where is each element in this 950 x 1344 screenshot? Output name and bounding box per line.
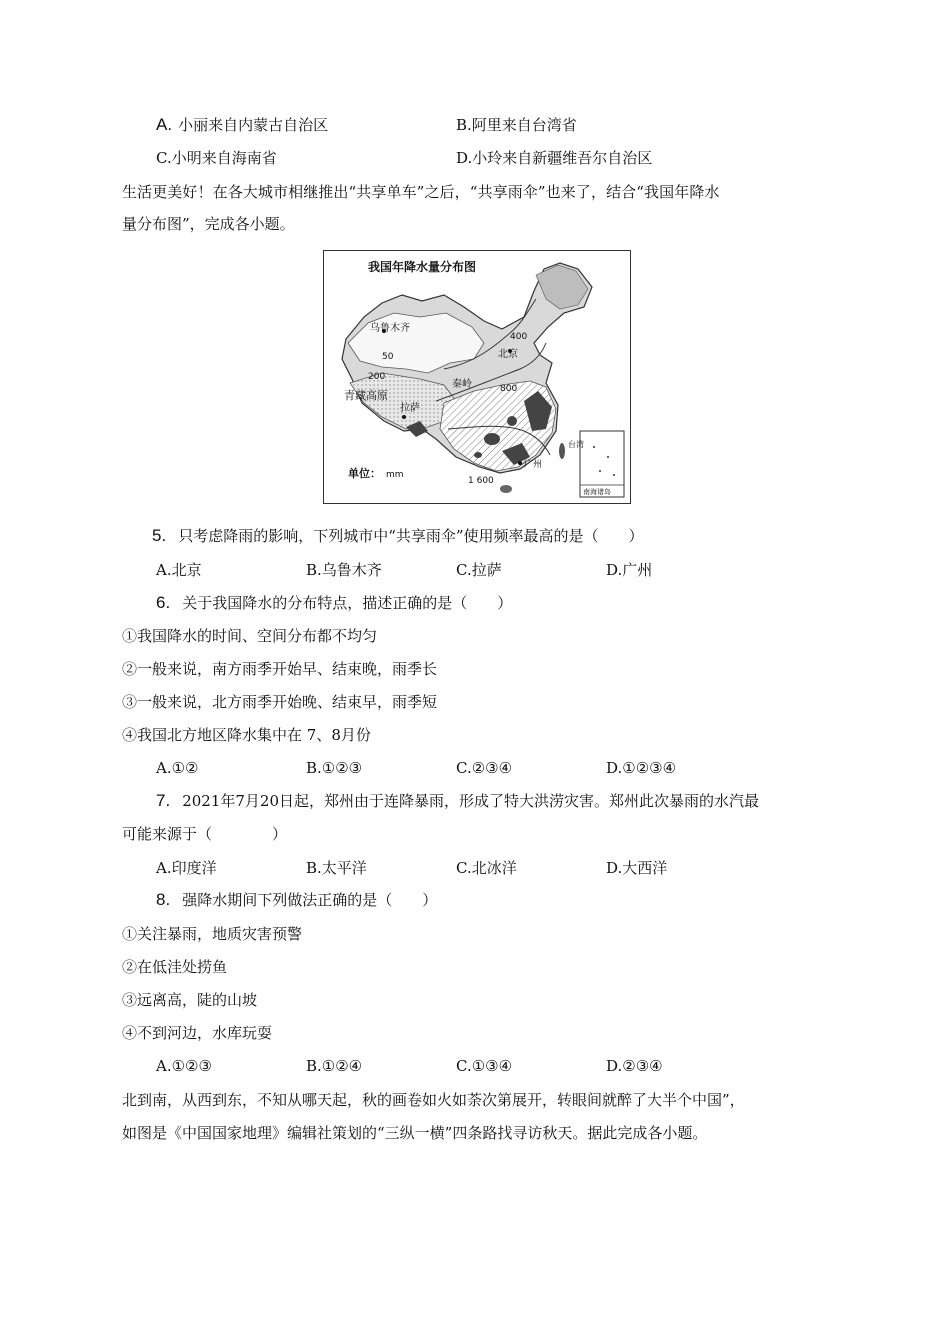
isohyet-label: 200 [368,372,386,382]
intro-paragraph-line: 如图是《中国国家地理》编辑社策划的“三纵一横”四条路找寻访秋天。据此完成各小题。 [122,1124,708,1142]
option-letter: A. [156,115,173,134]
map-label-lhasa: 拉萨 [400,403,420,414]
isohyet-label: 1 600 [468,476,494,486]
option-text: 小丽来自内蒙古自治区 [178,116,329,134]
q8-option-d: D.②③④ [606,1057,663,1075]
prev-option-c: C.小明来自海南省 [156,149,277,167]
question-6 [156,593,512,613]
q6-option-b: B.①②③ [306,759,363,777]
map-title: 我国年降水量分布图 [368,260,477,274]
q6-option-c: C.②③④ [456,759,513,777]
intro-paragraph-line: 生活更美好！在各大城市相继推出“共享单车”之后，“共享雨伞”也来了，结合“我国年降水 [122,183,720,201]
map-label-qinling: 秦岭 [452,379,472,390]
q5-option-b: B.乌鲁木齐 [306,561,382,579]
q5-option-d: D.广州 [606,561,653,579]
wet-patch [507,416,517,426]
isohyet-label: 800 [500,384,518,394]
q6-statement: ③一般来说，北方雨季开始晚、结束早，雨季短 [122,693,438,711]
question-7-continued: 可能来源于（ ） [122,825,288,843]
wet-patch [474,452,482,458]
q8-option-c: C.①③④ [456,1057,513,1075]
isohyet-label: 50 [382,352,394,362]
question-stem: 关于我国降水的分布特点，描述正确的是（ ） [182,594,513,612]
question-stem: 2021年7月20日起，郑州由于连降暴雨，形成了特大洪涝灾害。郑州此次暴雨的水汽最 [182,792,759,810]
map-label-guangzhou: 广州 [524,460,543,470]
q5-option-a: A.北京 [156,561,202,579]
q7-option-c: C.北冰洋 [456,859,517,877]
q6-statement: ①我国降水的时间、空间分布都不均匀 [122,627,378,645]
prev-option-a [156,115,328,135]
prev-option-b: B.阿里来自台湾省 [456,116,577,134]
q6-option-d: D.①②③④ [606,759,677,777]
isohyet-label: 400 [510,332,528,342]
q6-option-a: A.①② [156,759,199,777]
question-stem: 只考虑降雨的影响，下列城市中“共享雨伞”使用频率最高的是（ ） [178,527,644,545]
city-marker [402,415,406,419]
q6-statement: ④我国北方地区降水集中在 7、8月份 [122,726,371,744]
map-label-taiwan: 台湾 [568,440,584,449]
question-number: 5. [152,526,167,545]
unit-label: 单位： [348,467,381,480]
question-5 [152,526,644,546]
hainan-island [500,485,512,493]
q8-statement: ③远离高，陡的山坡 [122,991,258,1009]
q8-option-b: B.①②④ [306,1057,363,1075]
intro-paragraph-line: 北到南，从西到东，不知从哪天起，秋的画卷如火如荼次第展开，转眼间就醉了大半个中国”， [122,1091,745,1109]
precipitation-map [323,250,631,504]
q8-statement: ④不到河边，水库玩耍 [122,1024,273,1042]
wet-patch [484,433,500,445]
inset-island [593,446,595,448]
q8-statement: ①关注暴雨，地质灾害预警 [122,925,303,943]
question-number: 7. [156,791,171,810]
map-label-plateau: 青藏高原 [344,389,388,402]
q6-statement: ②一般来说，南方雨季开始早、结束晚，雨季长 [122,660,438,678]
q8-statement: ②在低洼处捞鱼 [122,958,228,976]
question-7 [156,791,759,811]
question-8 [156,890,437,910]
q7-option-a: A.印度洋 [156,859,217,877]
question-number: 6. [156,593,171,612]
q7-option-b: B.太平洋 [306,859,367,877]
city-marker [518,461,522,465]
q8-option-a: A.①②③ [156,1057,212,1075]
prev-option-d: D.小玲来自新疆维吾尔自治区 [456,149,653,167]
inset-island [613,474,615,476]
intro-paragraph-line: 量分布图”，完成各小题。 [122,215,295,233]
inset-label: 南海诸岛 [583,488,611,496]
q5-option-c: C.拉萨 [456,561,502,579]
map-label-urumqi: 乌鲁木齐 [370,323,410,334]
map-label-beijing: 北京 [498,349,518,360]
q7-option-d: D.大西洋 [606,859,668,877]
inset-island [607,456,609,458]
question-stem: 强降水期间下列做法正确的是（ ） [182,891,438,909]
unit-value: mm [386,470,404,480]
inset-island [599,470,601,472]
question-number: 8. [156,890,171,909]
map-graphic [324,251,630,503]
taiwan-island [559,443,565,459]
